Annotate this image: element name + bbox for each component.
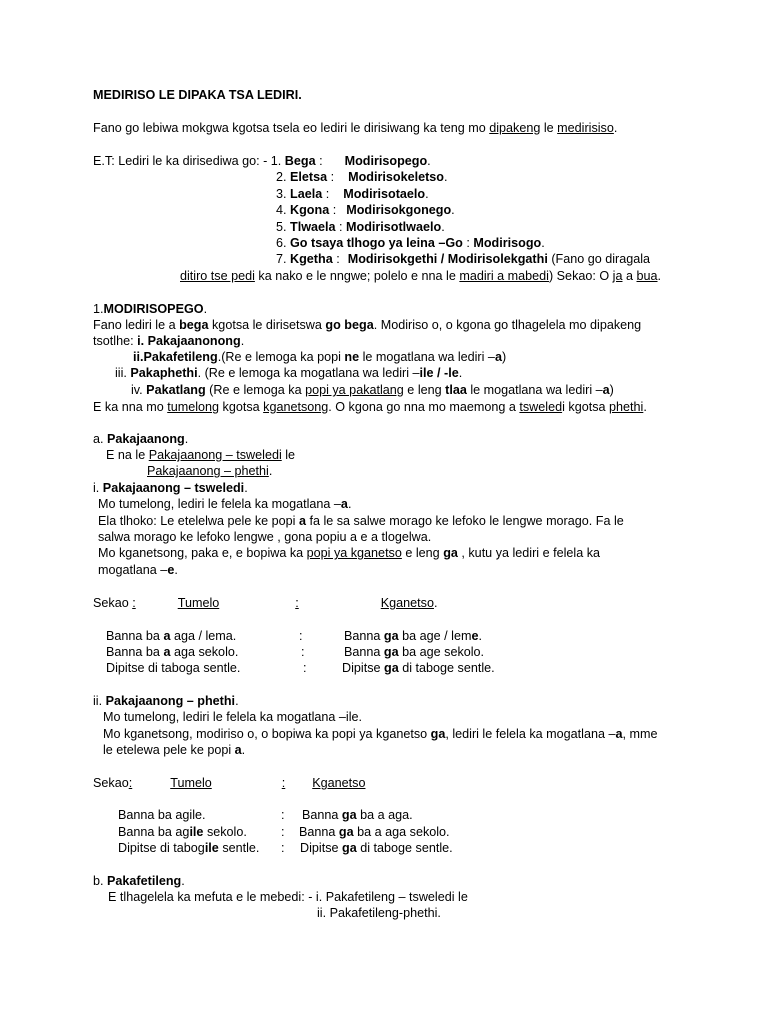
paragraph-line: E tlhagelela ka mefuta e le mebedi: - i. Pakafetileng – tsweledi le [108,890,468,904]
intro-paragraph: Fano go lebiwa mokgwa kgotsa tsela eo lediri le dirisiwang ka teng mo dipakeng le medirisiso. [93,121,618,135]
list-item: 5. Tlwaela : Modirisotlwaelo. [276,220,445,234]
example-right: Banna ga ba age sekolo. [344,645,485,659]
example-left: Dipitse di tabogile sentle. [118,841,260,855]
example-separator: : [281,841,285,855]
example-separator: : [301,645,305,659]
paragraph-line: Mo kganetsong, paka e, e bopiwa ka popi ya kganetso e leng ga , kutu ya lediri e felela ka [98,546,600,560]
paragraph-line: salwa morago ke lefoko lengwe , gona popiu a e a tlogelwa. [98,530,432,544]
example-right: Dipitse ga di taboge sentle. [300,841,453,855]
paragraph-line: Ela tlhoko: Le etelelwa pele ke popi a fa le sa salwe morago ke lefoko le lengwe morago. Fa le [98,514,624,528]
example-header: Sekao: Tumelo : Kganetso [93,776,366,790]
paragraph-line: Pakajaanong – phethi. [147,464,273,478]
example-separator: : [303,661,307,675]
paragraph-line: E na le Pakajaanong – tsweledi le [106,448,296,462]
paragraph-line: le etelewa pele ke popi a. [103,743,246,757]
paragraph-line: tsotlhe: i. Pakajaanonong. [93,334,245,348]
paragraph-line: Fano lediri le a bega kgotsa le dirisetswa go bega. Modiriso o, o kgona go tlhagelela mo dipakeng [93,318,642,332]
paragraph-line: Mo kganetsong, modiriso o, o bopiwa ka popi ya kganetso ga, lediri le felela ka mogatlana –a, mme [103,727,658,741]
example-separator: : [281,825,285,839]
example-right: Banna ga ba a aga. [302,808,413,822]
list-item: 7. Kgetha : Modirisokgethi / Modirisolekgathi (Fano go diragala [276,252,651,266]
example-list-intro: E.T: Lediri le ka dirisediwa go: - 1. Bega : Modirisopego. [93,154,431,168]
example-separator: : [299,629,303,643]
document-title: MEDIRISO LE DIPAKA TSA LEDIRI. [93,88,302,102]
paragraph-line: Mo tumelong, lediri le felela ka mogatlana –a. [98,497,352,511]
paragraph-line: Mo tumelong, lediri le felela ka mogatlana –ile. [103,710,363,724]
example-left: Banna ba a aga sekolo. [106,645,239,659]
subsection-heading: i. Pakajaanong – tsweledi. [93,481,248,495]
subsection-heading: b. Pakafetileng. [93,874,185,888]
example-left: Dipitse di taboga sentle. [106,661,241,675]
subsection-heading: a. Pakajaanong. [93,432,189,446]
example-right: Dipitse ga di taboge sentle. [342,661,495,675]
list-item: 6. Go tsaya tlhogo ya leina –Go : Modirisogo. [276,236,545,250]
example-left: Banna ba a aga / lema. [106,629,237,643]
paragraph-line: mogatlana –e. [98,563,178,577]
paragraph-line: E ka nna mo tumelong kgotsa kganetsong. O kgona go nna mo maemong a tsweledi kgotsa phethi. [93,400,647,414]
list-item: 4. Kgona : Modirisokgonego. [276,203,455,217]
example-left: Banna ba agile sekolo. [118,825,247,839]
list-item: 3. Laela : Modirisotaelo. [276,187,429,201]
paragraph-line: ii. Pakafetileng-phethi. [317,906,441,920]
example-left: Banna ba agile. [118,808,206,822]
paragraph-line: ii.Pakafetileng.(Re e lemoga ka popi ne le mogatlana wa lediri –a) [133,350,507,364]
example-header: Sekao : Tumelo : Kganetso. [93,596,438,610]
section-heading: 1.MODIRISOPEGO. [93,302,208,316]
example-right: Banna ga ba age / leme. [344,629,482,643]
list-item-continuation: ditiro tse pedi ka nako e le nngwe; polelo e nna le madiri a mabedi) Sekao: O ja a bua. [180,269,662,283]
subsection-heading: ii. Pakajaanong – phethi. [93,694,239,708]
paragraph-line: iii. Pakaphethi. (Re e lemoga ka mogatlana wa lediri –ile / -le. [115,366,463,380]
example-right: Banna ga ba a aga sekolo. [299,825,450,839]
example-separator: : [281,808,285,822]
paragraph-line: iv. Pakatlang (Re e lemoga ka popi ya pakatlang e leng tlaa le mogatlana wa lediri –a) [131,383,614,397]
list-item: 2. Eletsa : Modirisokeletso. [276,170,448,184]
